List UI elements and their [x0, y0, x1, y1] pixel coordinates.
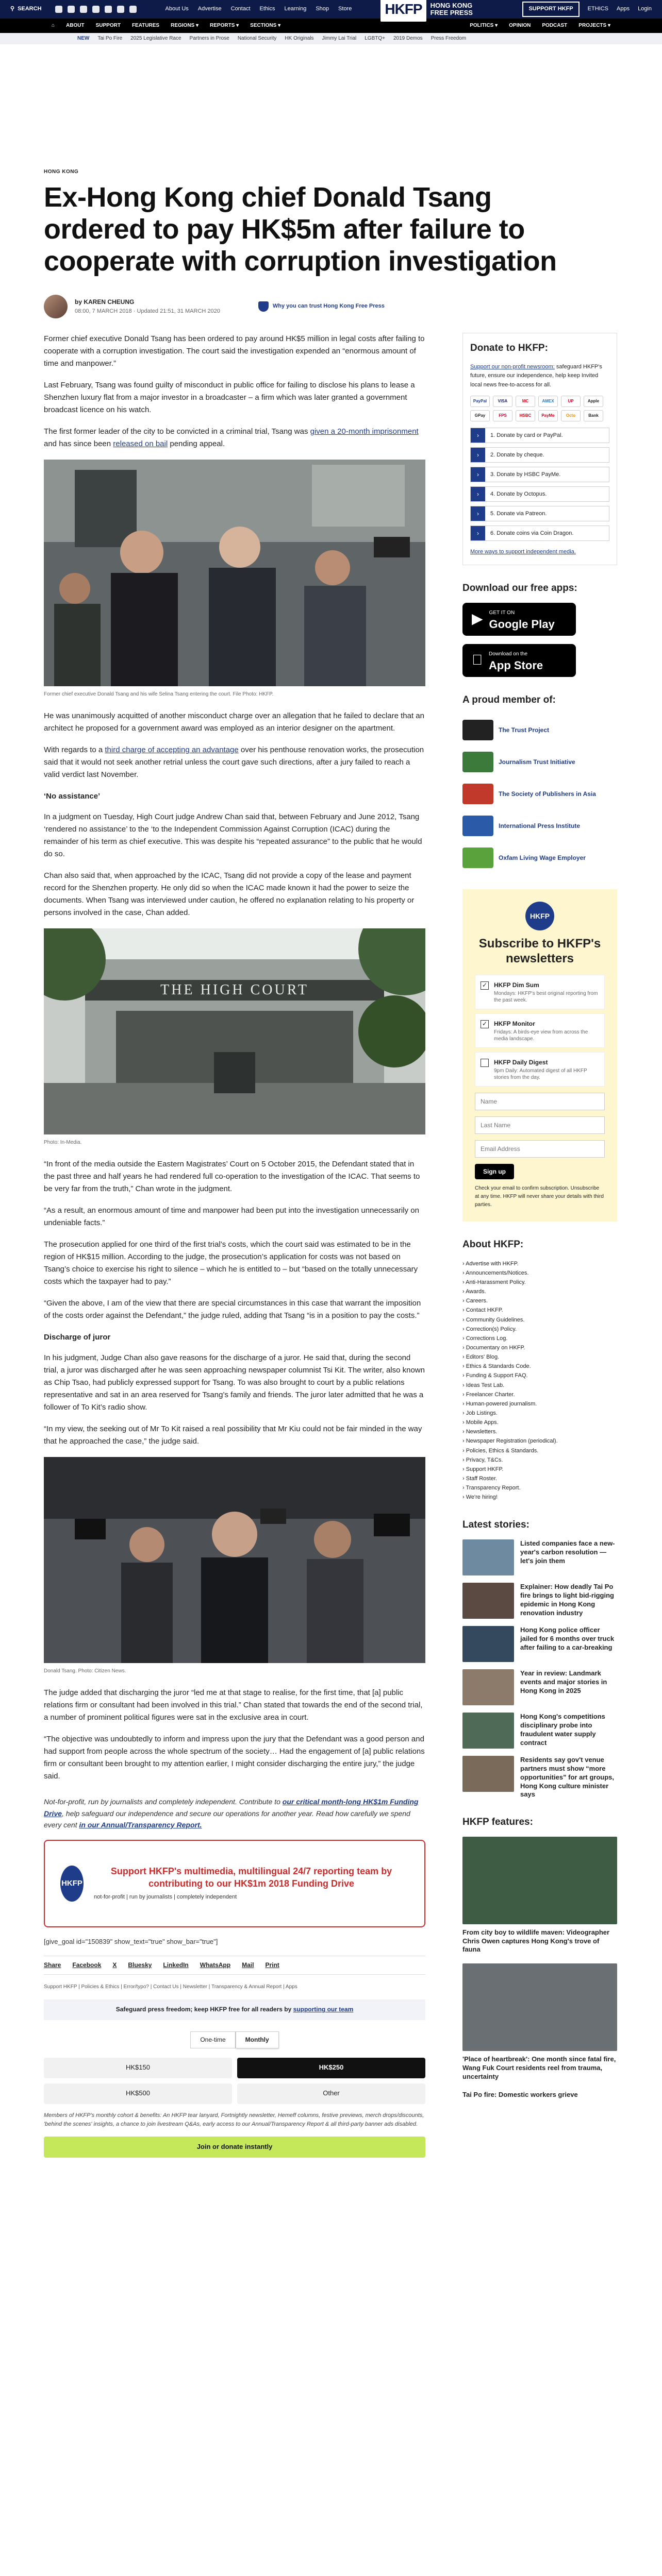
last-name-input[interactable] [475, 1116, 605, 1134]
latest-story[interactable]: Residents say gov't venue partners must show “more opportunities” for art groups, Hong Kong culture minister says [462, 1756, 617, 1799]
sopa-logo [462, 784, 493, 804]
feature-thumbnail [462, 1837, 617, 1924]
share-linkedin[interactable]: LinkedIn [163, 1961, 189, 1969]
signup-button[interactable]: Sign up [475, 1164, 514, 1179]
about-link[interactable]: › Community Guidelines. [462, 1315, 617, 1325]
latest-story[interactable]: Hong Kong's competitions disciplinary probe into fraudulent water supply contract [462, 1713, 617, 1749]
newsletter-option[interactable]: ✓ HKFP Monitor Fridays: A birds-eye view from across the media landscape. [475, 1013, 605, 1048]
sub-nav [0, 33, 662, 44]
chevron-right-icon: › [471, 526, 485, 540]
support-hkfp-button[interactable]: SUPPORT HKFP [522, 2, 579, 17]
about-link[interactable]: › Job Listings. [462, 1409, 617, 1418]
hsbc-icon: HSBC [516, 410, 535, 421]
about-link[interactable]: › Anti-Harassment Policy. [462, 1278, 617, 1287]
funding-note: Not-for-profit, run by journalists and completely independent. Contribute to our critical month-long HK$1m Funding Drive, help safeguard our independence and secure our operations for another year. Read how carefully we spend every cent in our Annual/Transparency Report. [44, 1798, 419, 1829]
search-button[interactable]: ⚲ SEARCH [10, 5, 42, 14]
subnav-item[interactable]: 2019 Demos [393, 36, 423, 41]
facebook-icon[interactable] [55, 6, 62, 13]
fps-icon: FPS [493, 410, 512, 421]
newsletter-signup [462, 889, 617, 1222]
funding-drive-link[interactable]: our critical month-long HK$1m Funding Drive [44, 1798, 419, 1818]
member-title: A proud member of: [462, 694, 556, 705]
article-photo-tsang-media[interactable] [44, 1457, 425, 1663]
chevron-right-icon: › [471, 467, 485, 482]
youtube-icon[interactable] [92, 6, 100, 13]
donate-widget: Donate to HKFP: Support our non-profit newsroom: safeguard HKFP's future, ensure our independence, help keep Invited local news free-to-access for all. PayPal VISA MC AMEX UP Apple GPay FPS HSBC PayMe Octo Bank › 1. Donate by card or PayPal. › 2. Donate by cheque. › 3. Donate by HSBC PayMe. › 4. Donate by Octopus. › 5. Donate via Patreon. › 6. Donate coins via Coin Dragon. More ways to support independent media. [462, 333, 617, 565]
donate-option[interactable]: › 1. Donate by card or PayPal. [470, 428, 609, 443]
unionpay-icon: UP [561, 396, 581, 407]
story-thumbnail [462, 1713, 514, 1749]
section-tag[interactable]: HONG KONG [44, 169, 79, 175]
give-shortcode: [give_goal id="150839" show_text="true" show_bar="true"] [44, 1938, 218, 1946]
author-avatar [44, 295, 68, 318]
subnav-item[interactable]: 2025 Legislative Race [130, 36, 181, 41]
paragraph: “The objective was undoubtedly to inform and impress upon the jury that the Defendant was a good person and had support from people across the whole spectrum of the society… Had the engagement of [a] public relations firm or consultant been brought to my attention earlier, I might consider discharging the entire jury,” the judge said. [44, 1735, 425, 1781]
apple-icon [472, 649, 483, 672]
share-x[interactable]: X [112, 1961, 117, 1969]
donate-option[interactable]: › 6. Donate coins via Coin Dragon. [470, 526, 609, 541]
bank-icon: Bank [584, 410, 603, 421]
footer-links[interactable]: Support HKFP | Policies & Ethics | Error/typo? | Contact Us | Newsletter | Transparency & Annual Report | Apps [44, 1984, 297, 1990]
article-photo-tsang-court[interactable] [44, 460, 425, 686]
ethics-link[interactable]: ETHICS [587, 6, 608, 12]
apple-pay-icon: Apple [584, 396, 603, 407]
top-link[interactable]: Advertise [197, 6, 222, 12]
trust-project-logo [462, 720, 493, 740]
share-print[interactable]: Print [265, 1961, 279, 1969]
top-link[interactable]: Contact [230, 6, 251, 12]
oxfam-logo [462, 848, 493, 868]
about-link[interactable]: › Newspaper Registration (periodical). [462, 1436, 617, 1446]
banner-subtext: not-for-profit | run by journalists | completely independent [94, 1894, 237, 1901]
top-links [166, 5, 352, 14]
paragraph: In his judgment, Judge Chan also gave reasons for the discharge of a juror. He said that, during the second trial, a juror was discharged after he was seen approaching newspaper columnist Tsi Kit. The writer, also known as Chip Tsao, had publicly expressed support for Tsang. To was also brought to court by a public relations representative and sat in an area reserved for Tsang’s family and friends. The juror later admitted that he was a follower of To Kit’s radio show. [44, 1353, 425, 1412]
about-link[interactable]: › Mobile Apps. [462, 1418, 617, 1427]
paragraph: Former chief executive Donald Tsang has been ordered to pay around HK$5 million in legal costs after failing to cooperate with a corruption investigation. The court said the investigation expended an “enormous amount of time and manpower.” [44, 334, 425, 368]
share-bluesky[interactable]: Bluesky [128, 1961, 152, 1969]
first-name-input[interactable] [475, 1093, 605, 1110]
about-link[interactable]: › Awards. [462, 1287, 617, 1296]
donate-option[interactable]: › 3. Donate by HSBC PayMe. [470, 467, 609, 482]
paypal-icon: PayPal [470, 396, 490, 407]
story-thumbnail [462, 1756, 514, 1792]
paragraph: “In front of the media outside the Eastern Magistrates’ Court on 5 October 2015, the Defendant stated that in the past three and half years he had rendered full co-operation to the investigation of the ICAC. That seems to be very far from the truth,” Chan wrote in the judgment. [44, 1160, 420, 1194]
member-list [462, 714, 617, 874]
subnav-item[interactable]: HK Originals [285, 36, 314, 41]
nav-item[interactable]: SECTIONS ▾ [250, 23, 281, 28]
chevron-right-icon: › [471, 506, 485, 521]
nav-item[interactable]: REPORTS ▾ [210, 23, 239, 28]
latest-story[interactable]: Year in review: Landmark events and major stories in Hong Kong in 2025 [462, 1669, 617, 1705]
nav-item[interactable]: ABOUT [66, 23, 85, 28]
paragraph: Chan also said that, when approached by the ICAC, Tsang did not provide a copy of the lease and payment record for the Shenzhen property. He only did so when the ICAC made known it had the power to seize the documents. When Tsang was interviewed under caution, he offered no explanation relating to his property or persons involved in the case, Chan added. [44, 871, 415, 918]
donate-option[interactable]: › 5. Donate via Patreon. [470, 506, 609, 521]
photo-caption: Donald Tsang. Photo: Citizen News. [44, 1668, 126, 1674]
article-photo-high-court[interactable] [44, 928, 425, 1134]
publish-dates: 08:00, 7 MARCH 2018 · Updated 21:51, 31 MARCH 2020 [75, 308, 220, 315]
article-link[interactable]: third charge of accepting an advantage [105, 745, 239, 755]
nav-item[interactable]: POLITICS ▾ [470, 23, 498, 28]
apps-link[interactable]: Apps [617, 6, 630, 12]
chevron-right-icon: › [471, 428, 485, 443]
mastercard-icon: MC [516, 396, 535, 407]
story-thumbnail [462, 1583, 514, 1619]
visa-icon: VISA [493, 396, 512, 407]
byline [75, 297, 220, 316]
search-icon: ⚲ [10, 6, 15, 12]
member-benefits: Members of HKFP's monthly cohort & benefits: An HKFP tear lanyard, Fortnightly newsletter, Hemeff columns, festive previews, merch drops/discounts, 'behind the scenes' insights, a chance to join livestream Q&As, early access to our Annual/Transparency Report & all third-party banner ads disabled. [44, 2112, 424, 2128]
about-link[interactable]: › Ethics & Standards Code. [462, 1362, 617, 1371]
jti-logo [462, 752, 493, 772]
apps-title: Download our free apps: [462, 583, 577, 594]
paragraph: The first former leader of the city to be convicted in a criminal trial, Tsang was given a 20-month imprisonment and has since been released on bail pending appeal. [44, 427, 419, 449]
story-thumbnail [462, 1669, 514, 1705]
about-link[interactable]: › Freelancer Charter. [462, 1390, 617, 1399]
nav-item[interactable]: FEATURES [131, 23, 160, 28]
payment-icons [470, 396, 609, 421]
member-trust-project[interactable]: The Trust Project [462, 714, 617, 746]
hkfp-logo: HKFP [60, 1866, 84, 1902]
member-sopa[interactable]: The Society of Publishers in Asia [462, 778, 617, 810]
about-link[interactable]: › Transparency Report. [462, 1483, 617, 1493]
subnav-item[interactable]: Jimmy Lai Trial [322, 36, 357, 41]
social-links [55, 6, 137, 13]
checkbox[interactable] [481, 1059, 489, 1067]
latest-title: Latest stories: [462, 1519, 529, 1531]
linkedin-icon[interactable] [105, 6, 112, 13]
nav-item[interactable]: PROJECTS ▾ [578, 23, 610, 28]
about-link[interactable]: › We're hiring! [462, 1493, 617, 1502]
freq-monthly[interactable]: Monthly [236, 2031, 279, 2048]
share-whatsapp[interactable]: WhatsApp [200, 1961, 231, 1969]
nav-home-icon[interactable]: ⌂ [52, 23, 55, 28]
nav-item[interactable]: REGIONS ▾ [171, 23, 199, 28]
share-bar [44, 1956, 425, 1975]
latest-story[interactable]: Hong Kong police officer jailed for 6 months over truck after failing to a car-breaking [462, 1626, 617, 1662]
nav-item[interactable]: OPINION [509, 23, 531, 28]
features-title: HKFP features: [462, 1817, 533, 1828]
about-link[interactable]: › Contact HKFP. [462, 1306, 617, 1315]
paragraph: He was unanimously acquitted of another misconduct charge over an allegation that he failed to declare that an architect he proposed for a government award was employed as an interior designer on the apartment. [44, 711, 424, 733]
donate-option[interactable]: › 2. Donate by cheque. [470, 447, 609, 463]
subnav-item[interactable]: Press Freedom [431, 36, 467, 41]
high-court-sign: THE HIGH COURT [160, 982, 309, 998]
newsletter-title: Subscribe to HKFP's newsletters [478, 937, 601, 966]
about-link[interactable]: › Newsletters. [462, 1427, 617, 1436]
latest-story[interactable]: Listed companies face a new-year's carbon resolution — let's join them [462, 1539, 617, 1575]
paragraph: With regards to a third charge of accepting an advantage over his penthouse renovation works, the prosecution said that it would not seek another retrial unless the court gave such directions, after a jury failed to reach a valid verdict last November. [44, 745, 424, 779]
chevron-right-icon: › [471, 448, 485, 462]
chevron-right-icon: › [471, 487, 485, 501]
latest-story[interactable]: Explainer: How deadly Tai Po fire brings to light bid-rigging epidemic in Hong Kong renovation industry [462, 1583, 617, 1619]
paragraph: Last February, Tsang was found guilty of misconduct in public office for failing to disclose his plans to lease a Shenzhen luxury flat from a major investor in a broadcaster – a firm which was later granted a government broadcast licence on his watch. [44, 381, 415, 415]
about-link[interactable]: › Funding & Support FAQ. [462, 1371, 617, 1380]
donate-title: Donate to HKFP: [470, 343, 548, 354]
amount-option-other[interactable]: Other [237, 2083, 425, 2104]
photo-caption: Photo: In-Media. [44, 1140, 82, 1146]
article-link[interactable]: released on bail [113, 439, 168, 449]
subnav-item[interactable]: Tai Po Fire [97, 36, 123, 41]
funding-banner[interactable] [44, 1840, 425, 1927]
octopus-icon: Octo [561, 410, 581, 421]
about-link[interactable]: › Correction(s) Policy. [462, 1325, 617, 1334]
amount-option[interactable]: HK$500 [44, 2083, 232, 2104]
photo-caption: Former chief executive Donald Tsang and his wife Selina Tsang entering the court. File Photo: HKFP. [44, 691, 274, 698]
newsletter-option[interactable]: ✓ HKFP Dim Sum Mondays: HKFP's best original reporting from the past week. [475, 975, 605, 1009]
amount-option-selected[interactable]: HK$250 [237, 2058, 425, 2078]
about-link[interactable]: › Documentary on HKFP. [462, 1343, 617, 1352]
member-jti[interactable]: Journalism Trust Initiative [462, 746, 617, 778]
safeguard-bar: Safeguard press freedom; keep HKFP free for all readers by supporting our team [44, 1999, 425, 2020]
join-donate-button[interactable]: Join or donate instantly [44, 2137, 425, 2158]
google-pay-icon: GPay [470, 410, 490, 421]
member-oxfam[interactable]: Oxfam Living Wage Employer [462, 842, 617, 874]
author-name[interactable]: by KAREN CHEUNG [75, 298, 135, 306]
about-link[interactable]: › Ideas Test Lab. [462, 1381, 617, 1390]
top-link[interactable]: Ethics [259, 6, 275, 12]
newsletter-note: Check your email to confirm subscription. Unsubscribe at any time. HKFP will never share your details with third parties. [475, 1185, 604, 1208]
paragraph: The judge added that discharging the juror “led me at that stage to realise, for the first time, that [a] public relations firm or consultant had been involved in this trial.” Chan stated that towards the end of the second trial, a number of prominent political figures were sat in the exclusive area in court. [44, 1688, 423, 1722]
about-link[interactable]: › Support HKFP. [462, 1465, 617, 1474]
paragraph: “As a result, an enormous amount of time and manpower had been put into the investigation unnecessarily on undeniable facts.” [44, 1206, 419, 1228]
paragraph: “Given the above, I am of the view that there are special circumstances in this case that warrant the imposition of the costs order against the Defendant,” the judge ruled, adding that Tsang “is in a position to pay the costs.” [44, 1299, 421, 1320]
telegram-icon[interactable] [117, 6, 124, 13]
paragraph: “In my view, the seeking out of Mr To Kit raised a real possibility that Mr Kiu could not be fair minded in the way that he approached the case,” the judge said. [44, 1425, 422, 1446]
subnav-item[interactable]: Partners in Prose [189, 36, 229, 41]
site-logo[interactable]: HKFP HONG KONG FREE PRESS [380, 0, 473, 22]
about-title: About HKFP: [462, 1239, 524, 1250]
banner-text: Support HKFP's multimedia, multilingual 24/7 reporting team by contributing to our HK$1m 2018 Funding Drive [110, 1866, 392, 1889]
trust-badge[interactable]: Why you can trust Hong Kong Free Press [258, 301, 385, 312]
payme-icon: PayMe [538, 410, 558, 421]
feature-thumbnail [462, 1963, 617, 2051]
subheading: Discharge of juror [44, 1333, 111, 1342]
about-link[interactable]: › Corrections Log. [462, 1334, 617, 1343]
about-link[interactable]: › Human-powered journalism. [462, 1399, 617, 1409]
subnav-item[interactable]: LGBTQ+ [365, 36, 385, 41]
share-mail[interactable]: Mail [242, 1961, 254, 1969]
feature-story[interactable]: 'Place of heartbreak': One month since fatal fire, Wang Fuk Court residents reel from trauma, uncertainty [462, 1963, 617, 2081]
feature-story[interactable]: From city boy to wildlife maven: Videographer Chris Owen captures Hong Kong's trove of fauna [462, 1837, 617, 1955]
x-icon[interactable] [68, 6, 75, 13]
story-thumbnail [462, 1626, 514, 1662]
about-link[interactable]: › Policies, Ethics & Standards. [462, 1446, 617, 1455]
article-title: Ex-Hong Kong chief Donald Tsang ordered to pay HK$5m after failure to cooperate with corruption investigation [44, 182, 557, 277]
paragraph: The prosecution applied for one third of the first trial’s costs, which the court said was estimated to be in the region of HK$15 million. According to the judge, the prosecution’s application for costs was not based on Tsang’s choice to exercise his right to silence – which he is entitled to – but “based on the totally unnecessary costs which the taxpayer had to pay.” [44, 1240, 418, 1286]
about-list [462, 1259, 617, 1502]
shield-icon [258, 301, 269, 312]
about-link[interactable]: › Careers. [462, 1296, 617, 1306]
amex-icon: AMEX [538, 396, 558, 407]
latest-stories [462, 1539, 617, 1799]
freq-one-time[interactable]: One-time [190, 2031, 235, 2048]
sidebar [462, 333, 617, 2158]
google-play-icon: ▶ [472, 611, 483, 627]
about-link[interactable]: › Editors' Blog. [462, 1352, 617, 1362]
share-label: Share [44, 1961, 61, 1969]
subheading: ‘No assistance’ [44, 792, 101, 801]
subnav-item[interactable]: National Security [237, 36, 277, 41]
checkbox-checked[interactable]: ✓ [481, 1020, 489, 1028]
share-facebook[interactable]: Facebook [72, 1961, 102, 1969]
main-nav [0, 19, 662, 33]
support-team-link[interactable]: supporting our team [293, 2006, 354, 2013]
story-thumbnail [462, 1539, 514, 1575]
member-ipi[interactable]: International Press Institute [462, 810, 617, 842]
top-link[interactable]: Shop [316, 6, 329, 12]
newsletter-option[interactable]: HKFP Daily Digest 9pm Daily: Automated digest of all HKFP stories from the day. [475, 1052, 605, 1087]
support-newsroom-link[interactable]: Support our non-profit newsroom: [470, 363, 555, 370]
donate-option[interactable]: › 4. Donate by Octopus. [470, 486, 609, 502]
article-link[interactable]: given a 20-month imprisonment [310, 427, 419, 436]
about-link[interactable]: › Staff Roster. [462, 1474, 617, 1483]
top-link[interactable]: Store [338, 6, 352, 12]
article-body [44, 333, 425, 2158]
nav-item[interactable]: SUPPORT [95, 23, 121, 28]
checkbox-checked[interactable]: ✓ [481, 981, 489, 990]
rss-icon[interactable] [129, 6, 137, 13]
login-link[interactable]: Login [638, 6, 652, 12]
google-play-button[interactable]: ▶ GET IT ON Google Play [462, 603, 576, 636]
top-link[interactable]: About Us [165, 6, 189, 12]
about-link[interactable]: › Announcements/Notices. [462, 1268, 617, 1278]
article-header [44, 44, 618, 318]
ipi-logo [462, 816, 493, 836]
transparency-report-link[interactable]: in our Annual/Transparency Report. [79, 1821, 202, 1829]
paragraph: In a judgment on Tuesday, High Court judge Andrew Chan said that, between February and June 2012, Tsang ‘rendered no assistance’ to the ‘to the Independent Commission Against Corruption (ICAC) during the remainder of his term as chief executive. This was despite his “repeated assurance” to the public that he would do so. [44, 812, 422, 859]
top-link[interactable]: Learning [284, 6, 307, 12]
more-ways-link[interactable]: More ways to support independent media. [470, 549, 576, 555]
top-bar [0, 0, 662, 19]
feature-story[interactable]: Tai Po fire: Domestic workers grieve [462, 2091, 578, 2099]
nav-item[interactable]: PODCAST [542, 23, 568, 28]
about-link[interactable]: › Privacy, T&Cs. [462, 1455, 617, 1465]
donation-frequency [44, 2031, 425, 2048]
new-label: NEW [77, 36, 90, 41]
hkfp-logo: HKFP [525, 902, 554, 930]
donation-amounts [44, 2058, 425, 2104]
app-store-button[interactable]: Download on the App Store [462, 644, 576, 677]
instagram-icon[interactable] [80, 6, 87, 13]
email-input[interactable] [475, 1140, 605, 1158]
about-link[interactable]: › Advertise with HKFP. [462, 1259, 617, 1268]
amount-option[interactable]: HK$150 [44, 2058, 232, 2078]
